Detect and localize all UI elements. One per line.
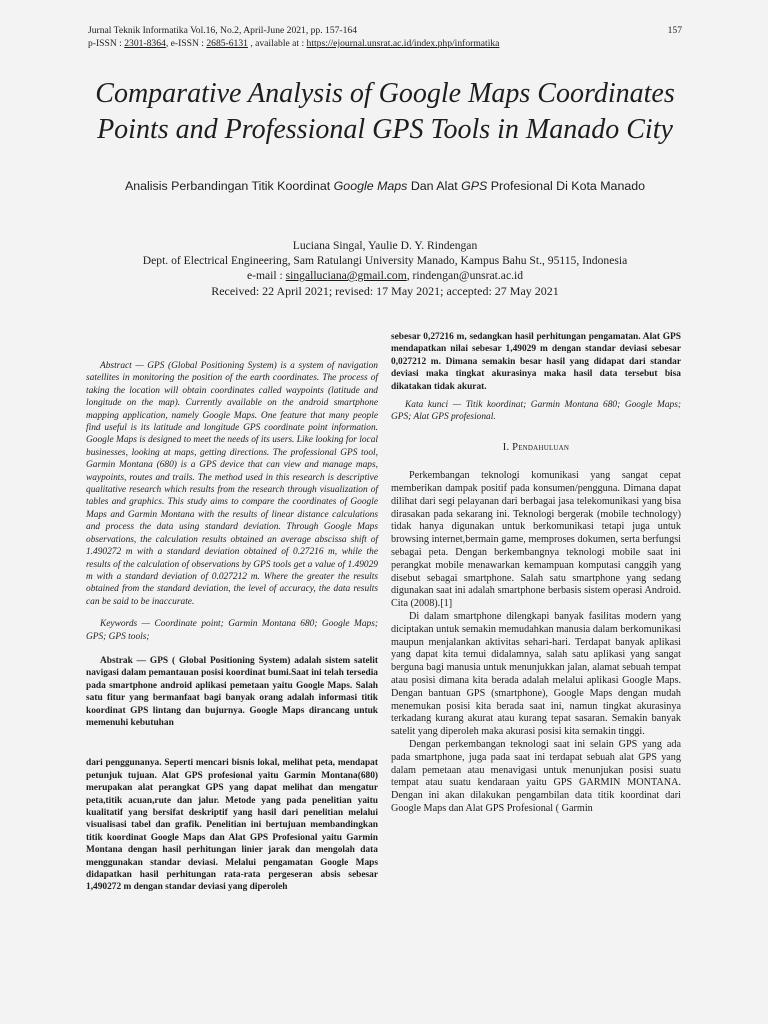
subtitle-emphasis: Google Maps <box>333 179 408 193</box>
body-paragraph: Perkembangan teknologi komunikasi yang sangat cepat memberikan dampak positif pada konsumen/pengguna. Dimana dapat dilihat dari segi pelayanan dari berbagai jasa telekomunikasi yang bisa dirasakan pada sekarang ini. Teknologi bergerak (mobile technology) tidak hanya digunakan untuk berkomunikasi tetapi juga untuk browsing internet,bermain game, memproses dokumen, serta berfungsi sebagai peta. Dengan berkembangnya teknologi mobile saat ini perangkat mobile menawarkan kemampuan komputasi canggih yang disebut sebagai smartphone. Salah satu smartphone yang sedang digunakan saat ini adalah smartphone berbasis sistem operasi Android. Cita (2008).[1] <box>391 470 681 610</box>
authors-block <box>88 238 682 299</box>
author-emails <box>88 268 682 283</box>
available-label: , available at : <box>247 38 307 49</box>
left-column <box>86 360 378 894</box>
email-label: e-mail : <box>246 269 286 282</box>
pissn-link[interactable]: 2301-8364 <box>124 38 166 49</box>
keywords-indonesian: Kata kunci — Titik koordinat; Garmin Montana 680; Google Maps; GPS; Alat GPS profesional. <box>391 400 681 423</box>
subtitle-part: Dan Alat <box>407 179 462 193</box>
section-number: I. <box>502 441 513 453</box>
body-paragraph: Dengan perkembangan teknologi saat ini selain GPS yang ada pada smartphone, juga pada saat ini terdapat sebuah alat GPS yang dalam pemetaan atau menavigasi untuk menunjukan posisi suatu tempat atau suatu kendaraan yaitu GPS GARMIN MONTANA. Dengan ini akan dilakukan pengambilan data titik koordinat dari Google Maps dan Alat GPS Profesional ( Garmin <box>391 738 681 814</box>
section-heading <box>391 442 681 454</box>
email-link[interactable]: singalluciana@gmail.com <box>285 269 407 282</box>
subtitle-part: Analisis Perbandingan Titik Koordinat <box>124 179 334 193</box>
abstract-english: Abstract — GPS (Global Positioning System) is a system of navigation satellites in monitoring the position of the earth coordinates. The process of taking the location will obtain coordinates called waypoints (latitude and longitude on the map). Currently available on the android smartphone mapping application, namely Google Maps. One feature that many people find useful is its latitude and longitude GPS coordinate point information. Google Maps is designed to meet the needs of its users. Like looking for local businesses, looking at maps, getting directions. The professional GPS tool, Garmin Montana (680) is a GPS device that can view and manage maps, waypoints, routes and trails. The method used in this research is descriptive qualitative research which results from the research through visualization of tables and graphics. This study aims to compare the coordinates of Google Maps and Garmin Montana with the results of linear distance calculations and process the data using standard deviation. Through Google Maps observations, the calculation results obtained an average abscissa shift of 1.490272 m with a standard deviation obtained of 0.27216 m, while the results of the calculation of observations by GPS tools get a value of 1.49029 m with a standard deviation of 0.027212 m. Where the greater the results obtained from the standard deviation, the level of accuracy, the data results can be said to be inaccurate. <box>86 361 378 607</box>
journal-url-link[interactable]: https://ejournal.unsrat.ac.id/index.php/informatika <box>306 38 500 49</box>
subtitle-emphasis: GPS <box>461 179 488 193</box>
journal-citation: Jurnal Teknik Informatika Vol.16, No.2, April-June 2021, pp. 157-164 <box>88 25 357 36</box>
body-paragraph: Di dalam smartphone dilengkapi banyak fasilitas modern yang diciptakan untuk semakin memudahkan manusia dalam berkomunikasi maupun menjalankan aktivitas sehari-hari. Terdapat banyak aplikasi yang dapat kita temui didalamnya, salah satu aplikasi yang sangat berguna bagi manusia untuk menunjukkan jalan, alamat sebuah tempat atau posisi dimana kita berada adalah melalui aplikasi Google Maps. Dengan bantuan GPS (smartphone), Google Maps dengan mudah menemukan posisi kita berada saat ini, namun tingkat akurasinya terkadang kurang akurat atau kurang tepat sasaran. Semakin banyak satelit yang diperoleh maka akurasi posisi kita semakin tinggi. <box>391 611 681 738</box>
received-dates: Received: 22 April 2021; revised: 17 May 2021; accepted: 27 May 2021 <box>211 284 559 298</box>
eissn-link[interactable]: 2685-6131 <box>206 38 248 49</box>
abstract-indonesian-end: sebesar 0,27216 m, sedangkan hasil perhitungan pengamatan. Alat GPS mendapatkan nilai sebesar 1,49029 m dengan standar deviasi sebesar 0,027212 m. Dimana semakin besar hasil yang didapat dari standar deviasi maka tingkat akurasinya maka hasil data tersebut bisa dikatakan tidak akurat. <box>391 332 681 392</box>
paper-title: Comparative Analysis of Google Maps Coordinates Points and Professional GPS Tools in Manado City <box>95 78 675 145</box>
author-affiliation: Dept. of Electrical Engineering, Sam Ratulangi University Manado, Kampus Bahu St., 95115, Indonesia <box>142 254 628 267</box>
subtitle-part: Profesional Di Kota Manado <box>487 179 646 193</box>
section-title: Pendahuluan <box>512 441 570 453</box>
journal-header <box>88 24 682 50</box>
abstract-indonesian: Abstrak — GPS ( Global Positioning System) adalah sistem satelit navigasi dalam pemantauan posisi koordinat bumi.Saat ini telah tersedia pada smartphone android aplikasi pemetaan yaitu Google Maps. Salah satu fitur yang bermanfaat bagi banyak orang adalah informasi titik koordinat GPS lintang dan bujurnya. Google Maps dirancang untuk memenuhi kebutuhan <box>86 655 378 728</box>
pissn-label: p-ISSN : <box>88 38 125 49</box>
issn-line <box>88 37 682 50</box>
page-number: 157 <box>667 25 682 36</box>
abstract-indonesian-continued: dari penggunanya. Seperti mencari bisnis lokal, melihat peta, mendapat petunjuk tujuan. Alat GPS profesional yaitu Garmin Montana(680) merupakan alat perangkat GPS yang dapat melihat dan mengatur peta,titik acuan,rute dan jalur. Metode yang pada penelitian yaitu kualitatif yang bersifat deskriptif yang hasil dari penelitian melalui visualisasi tabel dan grafik. Penelitian ini bertujuan membandingkan titik koordinat Google Maps dan Alat GPS Profesional yaitu Garmin Montana dengan hasil perhitungan linier jarak dan mengolah data menggunakan standar deviasi. Melalui pengamatan Google Maps didapatkan hasil perhitungan rata-rata pergeseran absis sebesar 1,490272 m dengan standar deviasi yang diperoleh <box>86 758 378 893</box>
paper-subtitle <box>88 178 682 194</box>
author-names: Luciana Singal, Yaulie D. Y. Rindengan <box>292 239 478 252</box>
eissn-label: , e-ISSN : <box>165 38 207 49</box>
keywords-english: Keywords — Coordinate point; Garmin Montana 680; Google Maps; GPS; GPS tools; <box>86 619 378 642</box>
right-column <box>391 331 681 816</box>
email-second: , rindengan@unsrat.ac.id <box>406 269 524 282</box>
